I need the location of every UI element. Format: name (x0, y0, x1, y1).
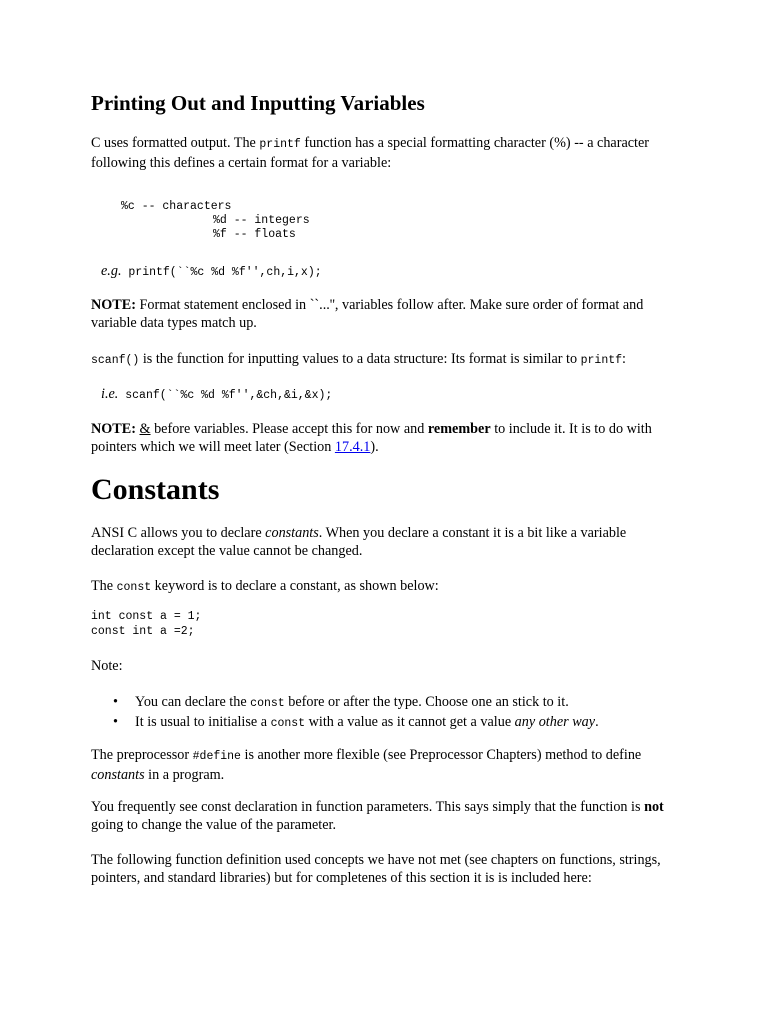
note-label: Note: (91, 658, 123, 674)
inline-code: scanf() (91, 354, 140, 367)
note-ampersand: NOTE: & before variables. Please accept this for now and remember to include it. It is to do with pointers which we will meet later (Section 17.4.1). (91, 421, 652, 455)
inline-code: const (116, 581, 152, 594)
bullet-icon: • (113, 694, 118, 710)
intro-paragraph: C uses formatted output. The printf function has a special formatting character (%) -- a character following this defines a certain format for a variable: (91, 135, 650, 171)
inline-code: const (250, 697, 285, 710)
code-line-2: const int a =2; (91, 625, 195, 638)
ampersand-symbol: & (139, 421, 151, 437)
printf-example-code: printf(``%c %d %f'',ch,i,x); (121, 266, 322, 279)
printf-example: e.g. printf(``%c %d %f'',ch,i,x); (101, 263, 322, 279)
list-item: • It is usual to initialise a const with a value as it cannot get a value any other way. (113, 714, 599, 730)
function-definition-paragraph: The following function definition used concepts we have not met (see chapters on functions, strings, pointers, and standard libraries) but for completenes of this section it is is included here: (91, 852, 661, 886)
scanf-example: i.e. scanf(``%c %d %f'',&ch,&i,&x); (101, 386, 333, 402)
section-heading-printing: Printing Out and Inputting Variables (91, 91, 425, 115)
inline-code: const (270, 717, 306, 730)
inline-code: #define (192, 750, 241, 763)
note-format: NOTE: Format statement enclosed in ``...'', variables follow after. Make sure order of format and variable data types match up. (91, 297, 644, 331)
const-keyword-paragraph: The const keyword is to declare a constant, as shown below: (91, 578, 439, 594)
scanf-example-code: scanf(``%c %d %f'',&ch,&i,&x); (118, 389, 333, 402)
list-item: • You can declare the const before or after the type. Choose one an stick to it. (113, 694, 569, 710)
format-line-f: %f -- floats (213, 228, 296, 241)
scanf-paragraph: scanf() is the function for inputting values to a data structure: Its format is similar to printf: (91, 351, 626, 367)
format-line-d: %d -- integers (213, 214, 310, 227)
constants-intro: ANSI C allows you to declare constants. When you declare a constant it is a bit like a variable declaration except the value cannot be changed. (91, 525, 627, 559)
const-params-paragraph: You frequently see const declaration in function parameters. This says simply that the function is not going to change the value of the parameter. (91, 799, 664, 833)
inline-code: printf (259, 138, 301, 151)
section-link[interactable]: 17.4.1 (334, 439, 371, 455)
inline-code: printf (580, 354, 623, 367)
const-notes-list (91, 693, 691, 733)
code-line-1: int const a = 1; (91, 610, 202, 623)
bullet-icon: • (113, 714, 118, 730)
format-line-c: %c -- characters (121, 200, 232, 213)
define-paragraph: The preprocessor #define is another more flexible (see Preprocessor Chapters) method to define constants in a program. (91, 747, 642, 783)
section-heading-constants: Constants (91, 473, 220, 506)
